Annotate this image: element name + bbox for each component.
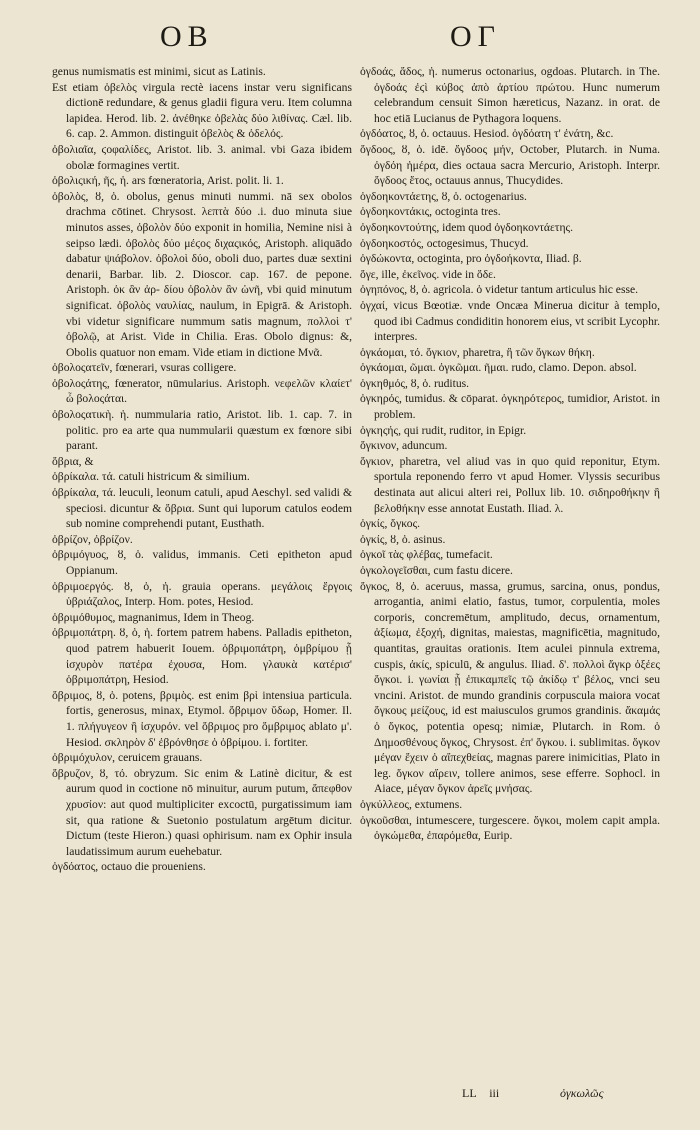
dictionary-entry: ὀγκοῦσθαι, intumescere, turgescere. ὄγκοι, molem capit ampla. ὀγκώμεθα, ἐπαρόμεθα, Eurip. <box>360 813 660 843</box>
dictionary-entry: ὀγκύλλεος, extumens. <box>360 797 463 811</box>
page-header-right: OΓ <box>450 20 502 53</box>
dictionary-entry: ὄβρυζον, ȣ, τό. obryzum. Sic enim & Latinè dicitur, & est aurum quod in coctione nō minuitur, aurum putum, ἄπεφθον χρυσίον: aut quod multipliciter excoctū, purgatissimum iam sit, qua ratione & Suetonio postulatum argētum dicitur. Dictum (teste Hieron.) quasi ophirisum. nam ex Ophir insula laudatissimum aurum euehebatur. <box>52 766 352 858</box>
dictionary-entry: ὀβριμόθυμος, magnanimus, Idem in Theog. <box>52 610 255 624</box>
dictionary-entry: ὀβολοςάτης, fœnerator, nūmularius. Aristoph. νεφελῶν κλαίετ' ὦ βολοςάται. <box>52 376 352 406</box>
dictionary-entry: ὀβριμοπάτρη. ȣ, ὁ, ἡ. fortem patrem habens. Palladis epitheton, quod patrem habuerit Iouem. ὀβριμοπάτρη, ὀμβρίμου ᾗ ἰσχυρὸν πατέρα ἐχουσα, Hom. γλαυκὰ κατέρισ' ὀβριμοπάτρη, Hesiod. <box>52 626 352 687</box>
dictionary-entry: ὀγκηρός, tumidus. & cōparat. ὀγκηρότερος, tumidior, Aristot. in problem. <box>360 392 660 422</box>
dictionary-entry: ὀγδοηκοντάκις, octoginta tres. <box>360 205 501 219</box>
dictionary-entry: ὀβριμοεργός. ȣ, ὁ, ἡ. grauia operans. μεγάλοις ἔργοις ὑβριάζαλος, Interp. Hom. potes, Hesiod. <box>52 579 352 609</box>
catchword: ὀγκωλῶς <box>560 1086 604 1100</box>
dictionary-entry: ὀγκίς, ὄγκος. <box>360 517 421 531</box>
dictionary-entry: ὀβολοςατεῖν, fœnerari, vsuras colligere. <box>52 361 237 375</box>
dictionary-entry: ὄβρια, & <box>52 454 94 468</box>
dictionary-entry: ὀβολοςατικὴ. ἡ. nummularia ratio, Aristot. lib. 1. cap. 7. in politic. pro ea arte qua nummularii quæstum ex fœnore sibi parant. <box>52 408 352 453</box>
dictionary-entry: ὀγκίς, ȣ, ὁ. asinus. <box>360 532 446 546</box>
dictionary-entry: ὀγκοῖ τὰς φλέβας, tumefacit. <box>360 548 493 562</box>
dictionary-entry: ὀγκάομαι, ῶμαι. ὀγκῶμαι. ῆμαι. rudo, clamo. Depon. absol. <box>360 361 637 375</box>
page-header-left: OB <box>160 20 214 53</box>
dictionary-entry: ὀβρίζον, ὀβρίζον. <box>52 532 133 546</box>
dictionary-entry: ὀγδώκοντα, octoginta, pro ὀγδοήκοντα, Iliad. β. <box>360 252 582 266</box>
dictionary-entry: ὄγκινον, aduncum. <box>360 439 448 453</box>
signature-mark: LL iii <box>462 1086 500 1100</box>
dictionary-entry: ὄγε, ille, ἐκεῖνος. vide in ὅδε. <box>360 267 496 281</box>
dictionary-entry: ὄβριμος, ȣ, ὁ. potens, βριμὸς. est enim βρὶ intensiua particula. fortis, generosus, minax, Etymol. ὄβριμον ὕδωρ, Homer. Il. 1. πλήγυγεον ἢ ἰσχυρόν. vel ὄβριμος pro ὄμβριμος ablato μ'. Hesiod. σκληρὸν δ' ἐβρόνθησε ὁ ὀβρίμου. i. fortiter. <box>52 688 352 749</box>
dictionary-entry: ὀγδοάς, ἄδος, ἡ. numerus octonarius, ogdoas. Plutarch. in The. ὀγδοάς ἐϛὶ κύβος ἀπὸ ἀρτίου πρώτου. Hunc numerum celebrandum censuit Simon hæreticus, Nazanz. in orat. de hoc etiā Lucianus de Pythagora loquens. <box>360 65 660 125</box>
dictionary-entry: Est etiam ὀβελὸς virgula rectè iacens instar veru significans dictionē redundare, & genus gladii figura veru. Item columna lapidea. Herod. lib. 2. ἀνέθηκε ὀβελὰς δύο λιθίνας. Cæl. lib. 6. cap. 2. Ammon. distinguit ὀβελὸς & ὀδελός. <box>52 80 352 141</box>
dictionary-entry: ὀγηπόνος, ȣ, ὁ. agricola. ὁ videtur tantum articulus hic esse. <box>360 283 639 297</box>
dictionary-entry: ὀγκηςής, qui rudit, ruditor, in Epigr. <box>360 423 527 437</box>
dictionary-entry: ὀβρίκαλα. τά. catuli histricum & similium. <box>52 470 250 484</box>
dictionary-entry: ὀβολιαῖα, ϛοφαλίδες, Aristot. lib. 3. animal. vbi Gaza ibidem obolæ formagines vertit. <box>52 142 352 172</box>
right-column <box>360 64 660 844</box>
dictionary-entry: ὄγκος, ȣ, ὁ. aceruus, massa, grumus, sarcina, onus, pondus, arrogantia, animi elatio, fastus, tumor, corpulentia, moles corporis, concremētum, amplitudo, decus, ornamentum, ἀξίωμα, ἐξοχή, dignitas, maiestas, magnificētia, magnitudo, quantitas, grauitas orationis. Item aculei pinnula extrema, cuspis, ἀκίς, spiculū, & angulus. Iliad. δ'. πολλοὶ ἄγκρ ὀξέες ὄγκοι. i. γωνίαι ᾗ ἐπικαμπεῖς τῷ ἀκίδῳ τ' βέλος, vnci seu vncini. Aristot. de mundo grandinis corpuscula maiora vocat ὄγκους μείζους, id est maiusculos grumos grandinis. ἄκαμάς ὁ ὄγκος, potentia opesq; nimiæ, Plutarch. in Rom. ὁ Δημοσθένους ὄγκος, Chrysost. ἐπ' ὄγκου. i. sublimitas. ὄγκον μέγαν ἔχειν ὁ αἴπεχθείας, magnas parere inimicitias, Plato in leg. ὄγκον αἴρειν, tollere animos, sese efferre. Sophocl. in Aiace, μέγαν ὄγκον ἀρεῖς μνήσας. <box>360 579 660 796</box>
dictionary-entry: ὄγκιον, pharetra, vel aliud vas in quo quid reponitur, Etym. sportula reponendo ferro vt apud Homer. Vlyssis securibus destinata aut alicui alteri rei, Pollux lib. 10. σιδηροθήκην ἢ βελοθήκην esse annotat Eustath. Iliad. λ. <box>360 454 660 515</box>
dictionary-entry: ὄγδοος, ȣ, ὁ. idē. ὄγδοος μήν, October, Plutarch. in Numa. ὀγδόη ἡμέρα, dies octaua sacra Mercurio, Aristoph. Interpr. ὄγδοος ἔτος, octauus annus, Thucydides. <box>360 142 660 188</box>
dictionary-entry: ὀγδόατος, octauo die proueniens. <box>52 860 206 874</box>
dictionary-entry: ὀγδοηκοντούτης, idem quod ὀγδοηκοντάετης. <box>360 220 574 234</box>
dictionary-entry: genus numismatis est minimi, sicut as Latinis. <box>52 65 266 78</box>
dictionary-entry: ὀβριμόχυλον, ceruicem grauans. <box>52 751 203 765</box>
left-column <box>52 64 352 875</box>
dictionary-entry: ὀγδοηκοστός, octogesimus, Thucyd. <box>360 236 529 250</box>
dictionary-entry: ὀγκολογεῖσθαι, cum fastu dicere. <box>360 564 513 577</box>
dictionary-entry: ὀγκάομαι, τό. ὄγκιον, pharetra, ἢ τῶν ὄγκων θήκη. <box>360 345 595 359</box>
dictionary-entry: ὀγδόατος, ȣ, ὁ. octauus. Hesiod. ὀγδόατη τ' ἐνάτη, &c. <box>360 127 614 141</box>
dictionary-entry: ὀγκηθμός, ȣ, ὁ. ruditus. <box>360 376 470 390</box>
dictionary-entry: ὀγχαί, vicus Bœotiæ. vnde Oncæa Minerua dicitur à templo, quod ibi Cadmus condiditin honorem eius, vt scribit Lycophr. interpres. <box>360 298 660 344</box>
dictionary-entry: ὀγδοηκοντάετης, ȣ, ὁ. octogenarius. <box>360 189 527 203</box>
dictionary-entry: ὀβριμόγυος, ȣ, ὁ. validus, immanis. Ceti epitheton apud Oppianum. <box>52 548 352 577</box>
dictionary-entry: ὀβολιςική, ῆς, ἡ. ars fœneratoria, Arist. polit. li. 1. <box>52 174 284 188</box>
dictionary-entry: ὀβολὸς, ȣ, ὁ. obolus, genus minuti nummi. nā sex obolos drachma cōtinet. Chrysost. λεπτὰ δύο .i. duo minuta siue minutos asses, ὀβολὸν δύο exponit in homilia, Nemine nisi à seipso lædi. ὀβολὸς δύο μέϛος διχαςικός, Aristoph. aliquādo dabatur ψιάβολον. ὀβολοὶ δύο, oboli duo, partes duæ sextini denarii, Barbar. lib. 2. Dioscor. cap. 167. de pepone. Aristoph. ὀκ ἂν ἀρ- δίου ὀβολὸν ἂν ὡνῆ, vbi quid minutum significat. ὀβολὸς ναυλίας, naulum, in Epigrā. & Aristoph. vbi videtur significare nummum satis magnum, πολλοὶ τ' ὀβολῷ, at Arist. Vide in Chilia. Eras. Obolo dignus: &, Obolis quatuor non emam. Vide etiam in dictione Μνᾶ. <box>52 189 352 359</box>
dictionary-entry: ὀβρίκαλα, τά. leuculi, leonum catuli, apud Aeschyl. sed validi & speciosi. dicuntur & ὄβρια. Sunt qui luporum catulos eodem sub nomine comprehendi putant, Eusthath. <box>52 486 352 531</box>
